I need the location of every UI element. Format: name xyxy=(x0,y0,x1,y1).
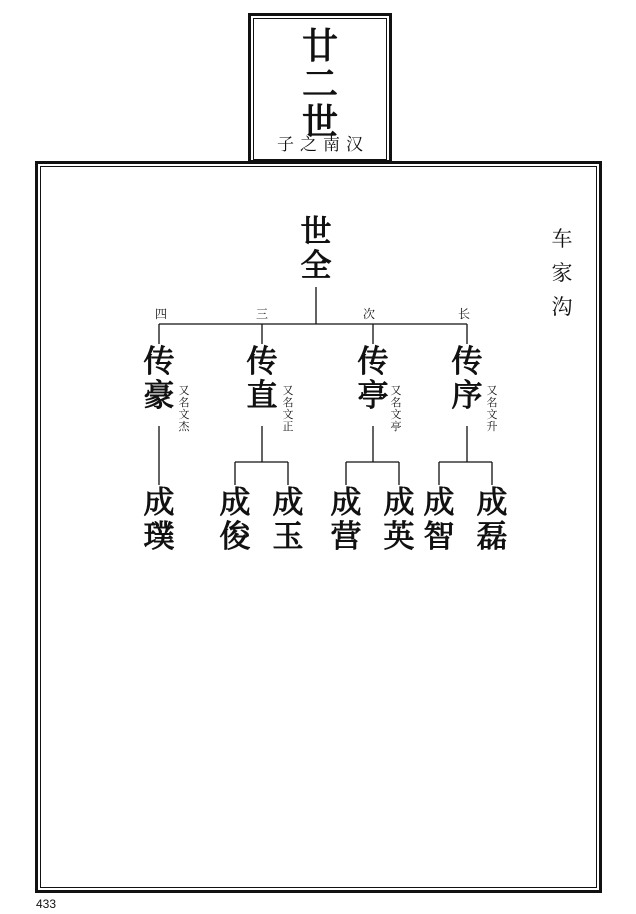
rank-label: 四 xyxy=(154,307,168,321)
grandchild-name-char: 璞 xyxy=(143,519,175,555)
grandchild-name xyxy=(215,485,255,556)
grandchild-name xyxy=(139,485,179,556)
alias-char: 名 xyxy=(486,396,498,409)
root-name-char: 世 xyxy=(300,214,332,250)
grandchild-name-char: 成 xyxy=(219,485,251,521)
village-char: 车 xyxy=(551,227,573,251)
generation-title-char: 二 xyxy=(301,63,338,105)
alias-char: 正 xyxy=(282,420,294,433)
child-name-char: 传 xyxy=(357,344,389,380)
grandchild-name-char: 磊 xyxy=(476,519,508,555)
child-alias xyxy=(177,385,191,433)
grandchild-name-char: 成 xyxy=(272,485,304,521)
child-name xyxy=(353,344,393,415)
grandchild-name-char: 成 xyxy=(383,485,415,521)
child-name-char: 直 xyxy=(246,378,278,414)
village-char: 沟 xyxy=(551,295,573,319)
child-name-char: 传 xyxy=(246,344,278,380)
child-name-char: 豪 xyxy=(143,378,175,414)
alias-char: 文 xyxy=(390,408,402,421)
rank-label: 长 xyxy=(457,307,471,321)
grandchild-name xyxy=(268,485,308,556)
child-alias xyxy=(389,385,403,433)
grandchild-name-char: 成 xyxy=(476,485,508,521)
grandchild-name-char: 智 xyxy=(423,519,455,555)
grandchild-name xyxy=(326,485,366,556)
rank-label: 次 xyxy=(362,307,376,321)
child-name xyxy=(139,344,179,415)
alias-char: 文 xyxy=(486,408,498,421)
root-name-char: 全 xyxy=(300,248,332,284)
child-alias xyxy=(281,385,295,433)
alias-char: 文 xyxy=(282,408,294,421)
page-number: 433 xyxy=(36,897,57,911)
generation-subtitle: 子之南汉 xyxy=(277,135,369,155)
generation-title-char: 廿 xyxy=(301,25,338,67)
child-alias xyxy=(485,385,499,433)
grandchild-name-char: 营 xyxy=(330,519,362,555)
grandchild-name-char: 俊 xyxy=(219,519,251,555)
grandchild-name-char: 玉 xyxy=(272,519,304,555)
alias-char: 又 xyxy=(282,384,294,397)
child-name-char: 序 xyxy=(451,378,483,414)
grandchild-name xyxy=(472,485,512,556)
child-name xyxy=(242,344,282,415)
grandchild-name-char: 成 xyxy=(330,485,362,521)
grandchild-name-char: 成 xyxy=(423,485,455,521)
alias-char: 杰 xyxy=(178,420,190,433)
alias-char: 文 xyxy=(178,408,190,421)
child-name-char: 传 xyxy=(451,344,483,380)
child-name xyxy=(447,344,487,415)
grandchild-name xyxy=(379,485,419,556)
child-name-char: 亭 xyxy=(357,378,389,414)
grandchild-name-char: 成 xyxy=(143,485,175,521)
alias-char: 又 xyxy=(486,384,498,397)
grandchild-name-char: 英 xyxy=(383,519,415,555)
alias-char: 又 xyxy=(178,384,190,397)
alias-char: 升 xyxy=(486,420,498,433)
root-name xyxy=(296,214,336,285)
alias-char: 亭 xyxy=(390,420,402,433)
alias-char: 名 xyxy=(390,396,402,409)
child-name-char: 传 xyxy=(143,344,175,380)
alias-char: 又 xyxy=(390,384,402,397)
village-char: 家 xyxy=(551,261,573,285)
grandchild-name xyxy=(419,485,459,556)
rank-label: 三 xyxy=(255,307,269,321)
alias-char: 名 xyxy=(178,396,190,409)
generation-title-char: 世 xyxy=(301,101,338,143)
alias-char: 名 xyxy=(282,396,294,409)
